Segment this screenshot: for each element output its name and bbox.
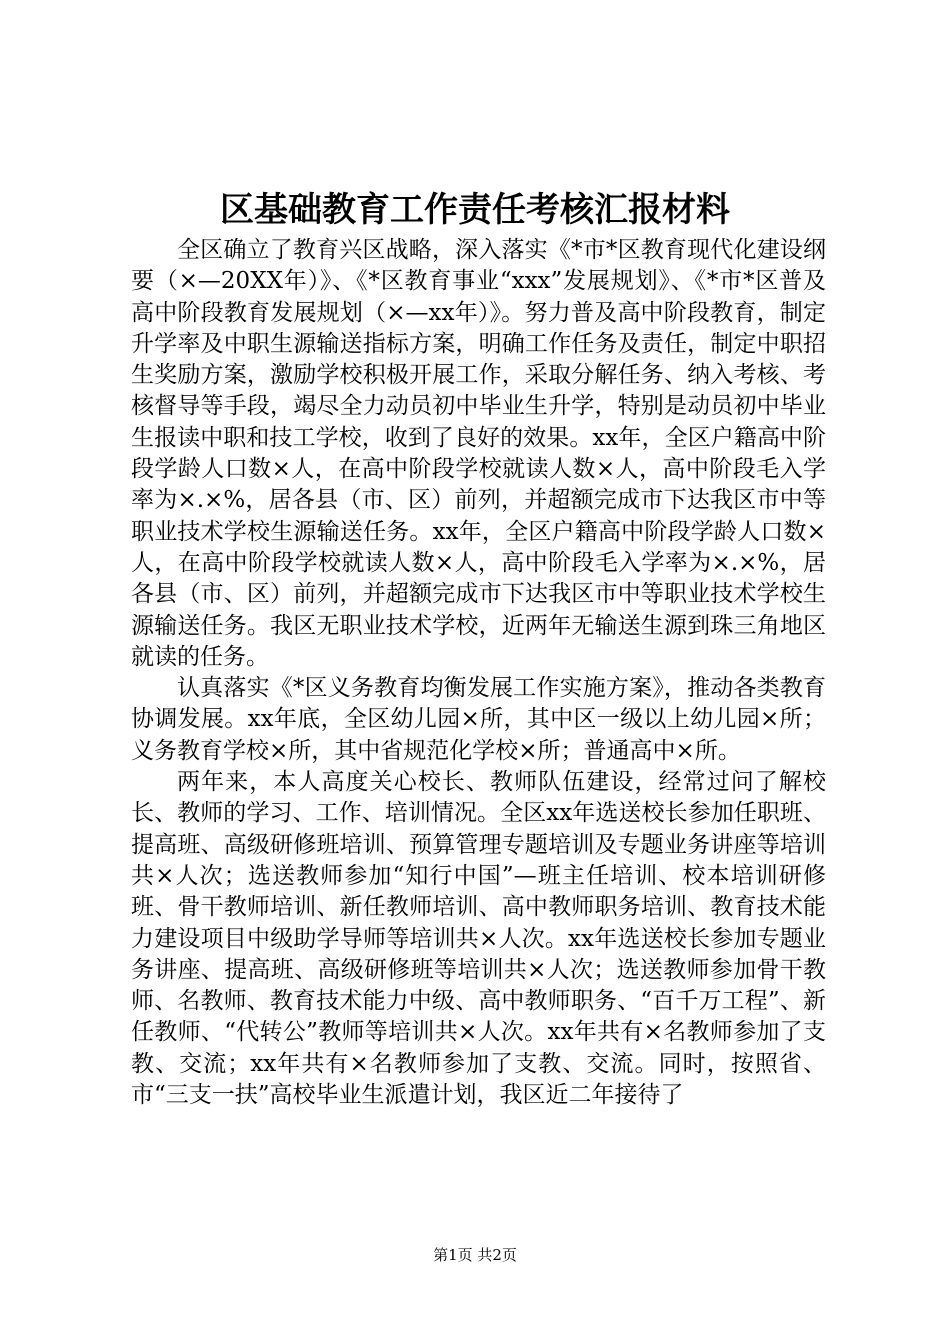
document-title: 区基础教育工作责任考核汇报材料 [220,190,730,230]
paragraph: 认真落实《*区义务教育均衡发展工作实施方案》，推动各类教育协调发展。xx年底，全区幼儿园×所，其中区一级以上幼儿园×所；义务教育学校×所，其中省规范化学校×所；普通高中×所。 [131,675,826,764]
paragraph: 全区确立了教育兴区战略，深入落实《*市*区教育现代化建设纲要（×—20XX年）》、《*区教育事业“xxx”发展规划》、《*市*区普及高中阶段教育发展规划（×—xx年）》。努力普及高中阶段教育，制定升学率及中职生源输送指标方案，明确工作任务及责任，制定中职招生奖励方案，激励学校积极开展工作，采取分解任务、纳入考核、考核督导等手段，竭尽全力动员初中毕业生升学，特别是动员初中毕业生报读中职和技工学校，收到了良好的效果。xx年，全区户籍高中阶段学龄人口数×人，在高中阶段学校就读人数×人，高中阶段毛入学率为×.×%，居各县（市、区）前列，并超额完成市下达我区市中等职业技术学校生源输送任务。xx年，全区户籍高中阶段学龄人口数×人，在高中阶段学校就读人数×人，高中阶段毛入学率为×.×%，居各县（市、区）前列，并超额完成市下达我区市中等职业技术学校生源输送任务。我区无职业技术学校，近两年无输送生源到珠三角地区就读的任务。 [131,237,826,670]
document-body [131,235,826,1111]
paragraph: 两年来，本人高度关心校长、教师队伍建设，经常过问了解校长、教师的学习、工作、培训情况。全区xx年选送校长参加任职班、提高班、高级研修班培训、预算管理专题培训及专题业务讲座等培训共×人次；选送教师参加“知行中国”—班主任培训、校本培训研修班、骨干教师培训、新任教师培训、高中教师职务培训、教育技术能力建设项目中级助学导师等培训共×人次。xx年选送校长参加专题业务讲座、提高班、高级研修班等培训共×人次；选送教师参加骨干教师、名教师、教育技术能力中级、高中教师职务、“百千万工程”、新任教师、“代转公”教师等培训共×人次。xx年共有×名教师参加了支教、交流；xx年共有×名教师参加了支教、交流。同时，按照省、市“三支一扶”高校毕业生派遣计划，我区近二年接待了 [131,769,826,1109]
page-footer: 第1页 共2页 [433,1246,517,1264]
